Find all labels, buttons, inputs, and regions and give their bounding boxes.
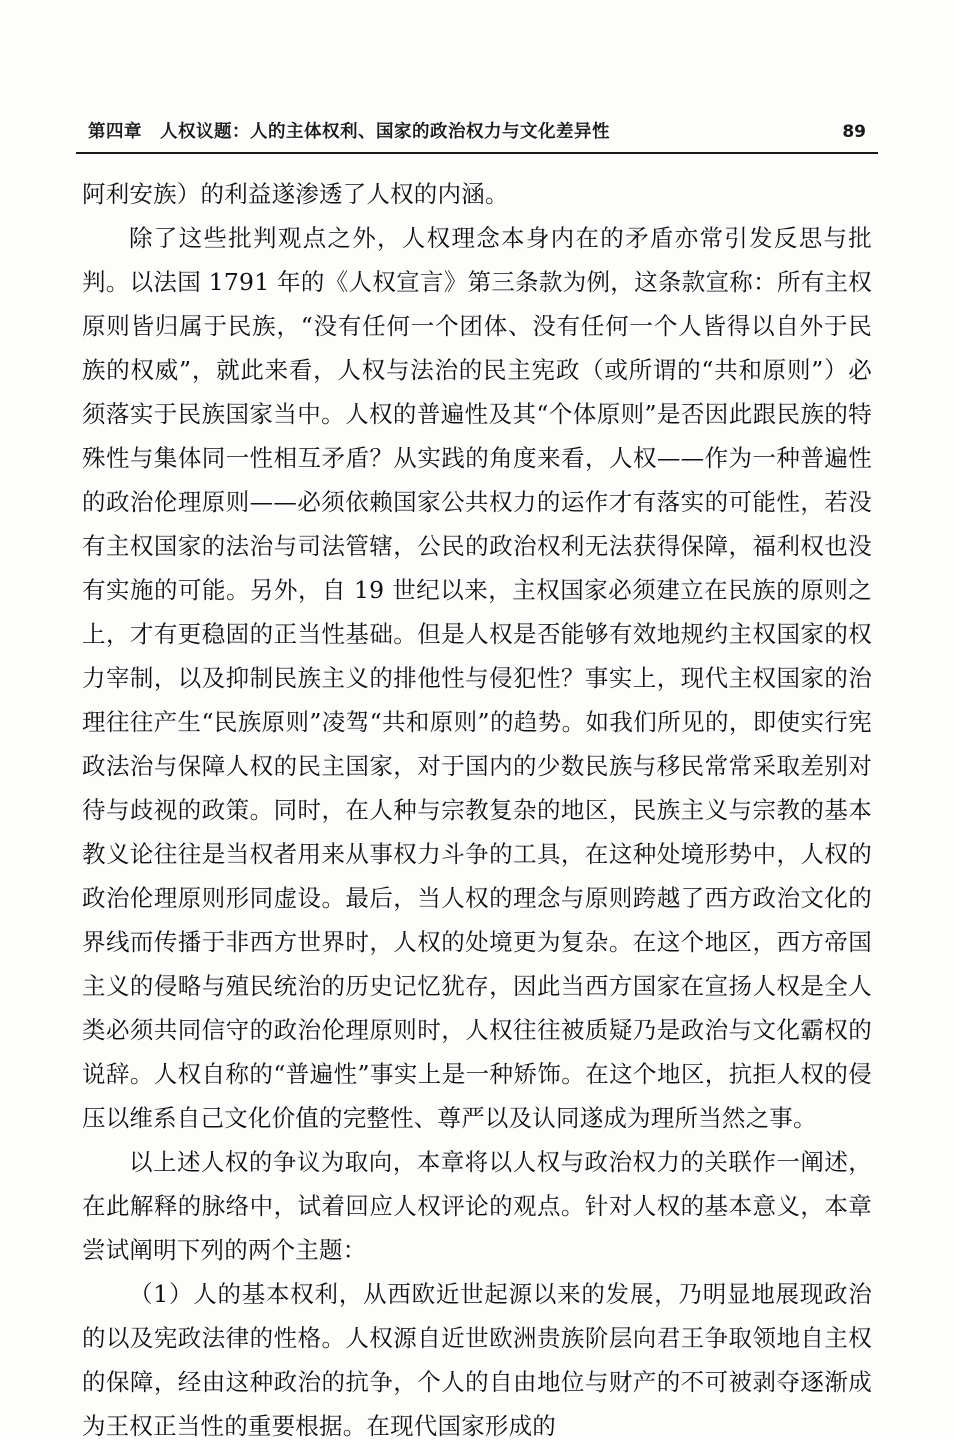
paragraph-3: 以上述人权的争议为取向，本章将以人权与政治权力的关联作一阐述，在此解释的脉络中，试着回应人权评论的观点。针对人权的基本意义，本章尝试阐明下列的两个主题： bbox=[82, 1148, 872, 1264]
body-text bbox=[82, 172, 872, 1448]
paragraph-4: （1）人的基本权利，从西欧近世起源以来的发展，乃明显地展现政治的以及宪政法律的性格。人权源自近世欧洲贵族阶层向君王争取领地自主权的保障，经由这种政治的抗争，个人的自由地位与财产的不可被剥夺逐渐成为王权正当性的重要根据。在现代国家形成的 bbox=[82, 1280, 872, 1440]
running-head-title: 第四章 人权议题：人的主体权利、国家的政治权力与文化差异性 bbox=[88, 122, 610, 142]
page-header bbox=[88, 118, 866, 143]
paragraph-2: 除了这些批判观点之外，人权理念本身内在的矛盾亦常引发反思与批判。以法国 1791 年的《人权宣言》第三条款为例，这条款宣称：所有主权原则皆归属于民族，“没有任何一个团体、没有任何一个人皆得以自外于民族的权威”，就此来看，人权与法治的民主宪政（或所谓的“共和原则”）必须落实于民族国家当中。人权的普遍性及其“个体原则”是否因此跟民族的特殊性与集体同一性相互矛盾？从实践的角度来看，人权——作为一种普遍性的政治伦理原则——必须依赖国家公共权力的运作才有落实的可能性，若没有主权国家的法治与司法管辖，公民的政治权利无法获得保障，福利权也没有实施的可能。另外，自 19 世纪以来，主权国家必须建立在民族的原则之上，才有更稳固的正当性基础。但是人权是否能够有效地规约主权国家的权力宰制，以及抑制民族主义的排他性与侵犯性？事实上，现代主权国家的治理往往产生“民族原则”凌驾“共和原则”的趋势。如我们所见的，即使实行宪政法治与保障人权的民主国家，对于国内的少数民族与移民常常采取差别对待与歧视的政策。同时，在人种与宗教复杂的地区，民族主义与宗教的基本教义论往往是当权者用来从事权力斗争的工具，在这种处境形势中，人权的政治伦理原则形同虚设。最后，当人权的理念与原则跨越了西方政治文化的界线而传播于非西方世界时，人权的处境更为复杂。在这个地区，西方帝国主义的侵略与殖民统治的历史记忆犹存，因此当西方国家在宣扬人权是全人类必须共同信守的政治伦理原则时，人权往往被质疑乃是政治与文化霸权的说辞。人权自称的“普遍性”事实上是一种矫饰。在这个地区，抗拒人权的侵压以维系自己文化价值的完整性、尊严以及认同遂成为理所当然之事。 bbox=[82, 224, 872, 1132]
paragraph-1: 阿利安族）的利益遂渗透了人权的内涵。 bbox=[82, 180, 509, 208]
header-divider bbox=[76, 152, 878, 154]
page-number: 89 bbox=[842, 122, 866, 142]
